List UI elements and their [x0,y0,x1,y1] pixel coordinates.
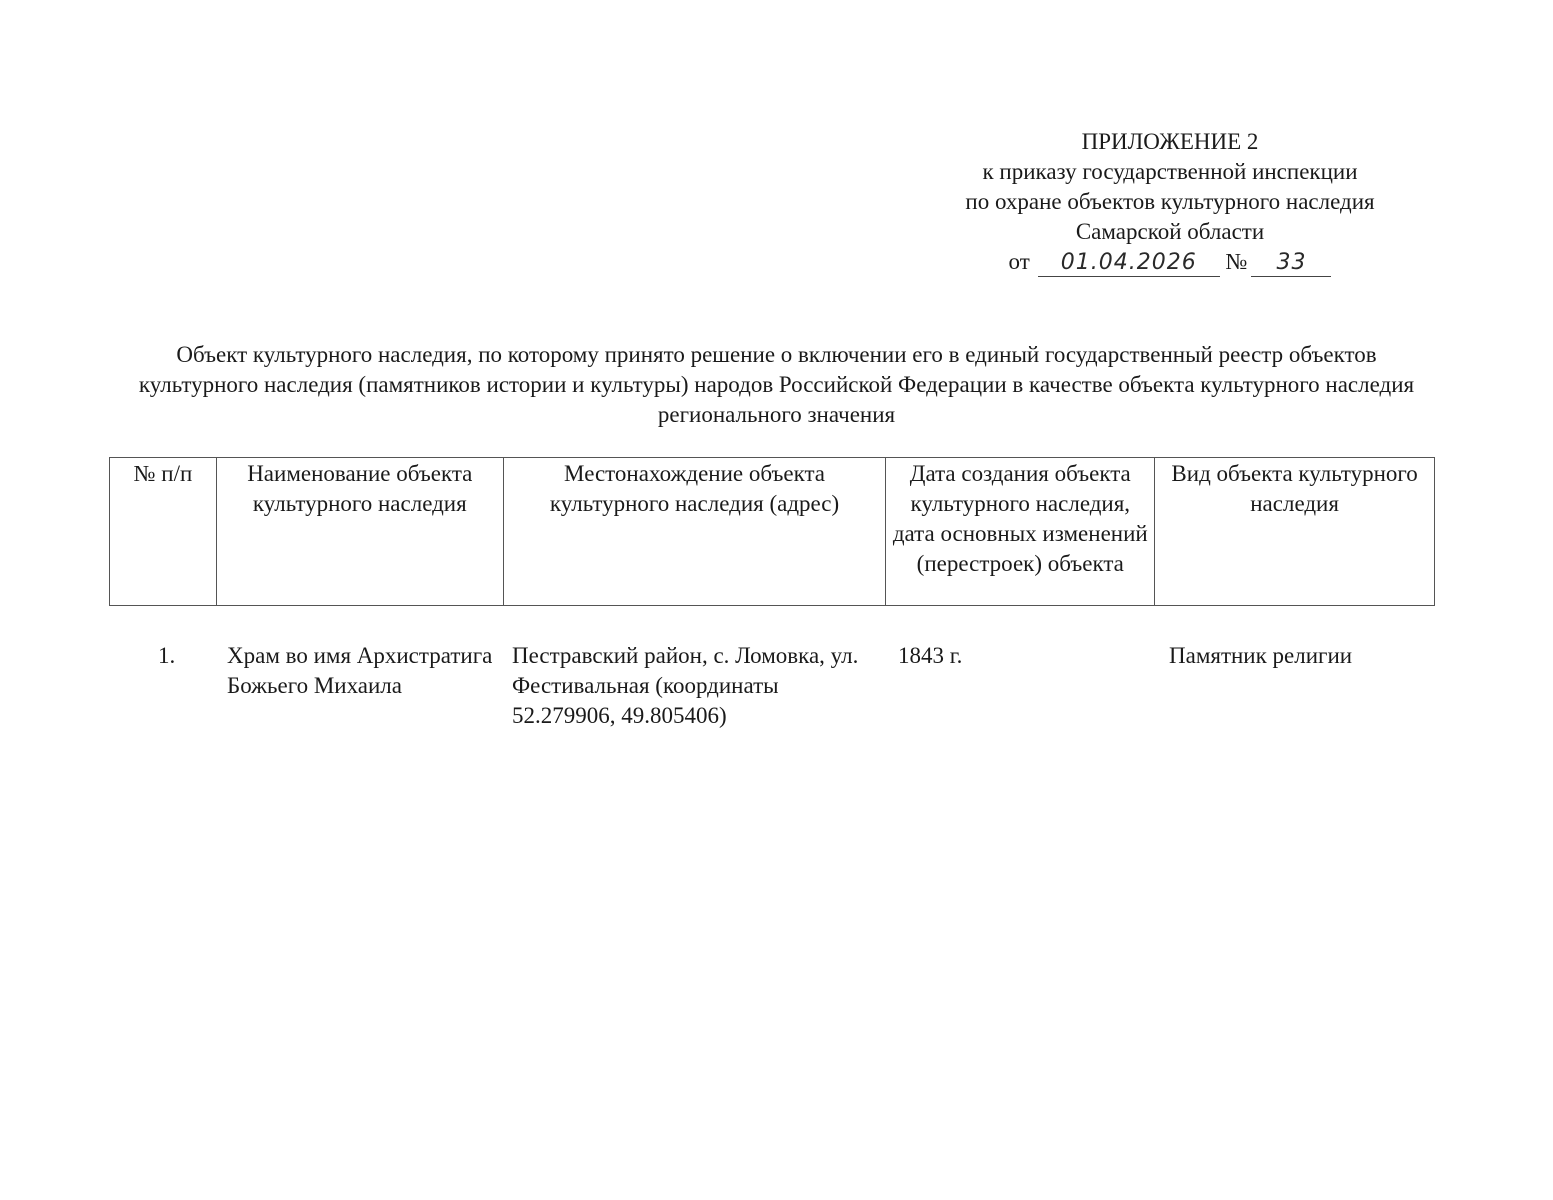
header-date: Дата создания объекта культурного наследия, дата основных изменений (перестроек) объекта [886,458,1155,606]
row-number: 1. [158,643,176,668]
date-prefix: от [1008,249,1030,274]
handwritten-number: 33 [1251,250,1331,277]
appendix-line-region: Самарской области [1075,219,1265,244]
header-kind: Вид объекта культурного наследия [1155,458,1435,606]
appendix-line-order: к приказу государственной инспекции [982,159,1358,184]
register-table-header [109,457,1435,606]
header-number: № п/п [110,458,217,606]
order-date-line [900,247,1440,277]
appendix-title: ПРИЛОЖЕНИЕ 2 [1081,129,1259,154]
handwritten-date: 01.04.2026 [1038,250,1220,277]
document-heading: Объект культурного наследия, по которому принято решение о включении его в единый государственный реестр объектов культурного наследия (памятников истории и культуры) народов Российской Федерации в качестве объекта культурного наследия регионального значения [138,342,1415,427]
row-object-name: Храм во имя Архистратига Божьего Михаила [227,643,493,698]
row-object-kind: Памятник религии [1169,643,1353,668]
row-object-address: Пестравский район, с. Ломовка, ул. Фестивальная (координаты 52.279906, 49.805406) [512,643,859,728]
number-prefix: № [1225,249,1248,274]
appendix-line-protection: по охране объектов культурного наследия [965,189,1375,214]
row-object-date: 1843 г. [898,643,963,668]
appendix-block [900,127,1440,277]
header-row [110,458,1435,606]
header-address: Местонахождение объекта культурного наследия (адрес) [503,458,886,606]
header-name: Наименование объекта культурного наследия [216,458,503,606]
